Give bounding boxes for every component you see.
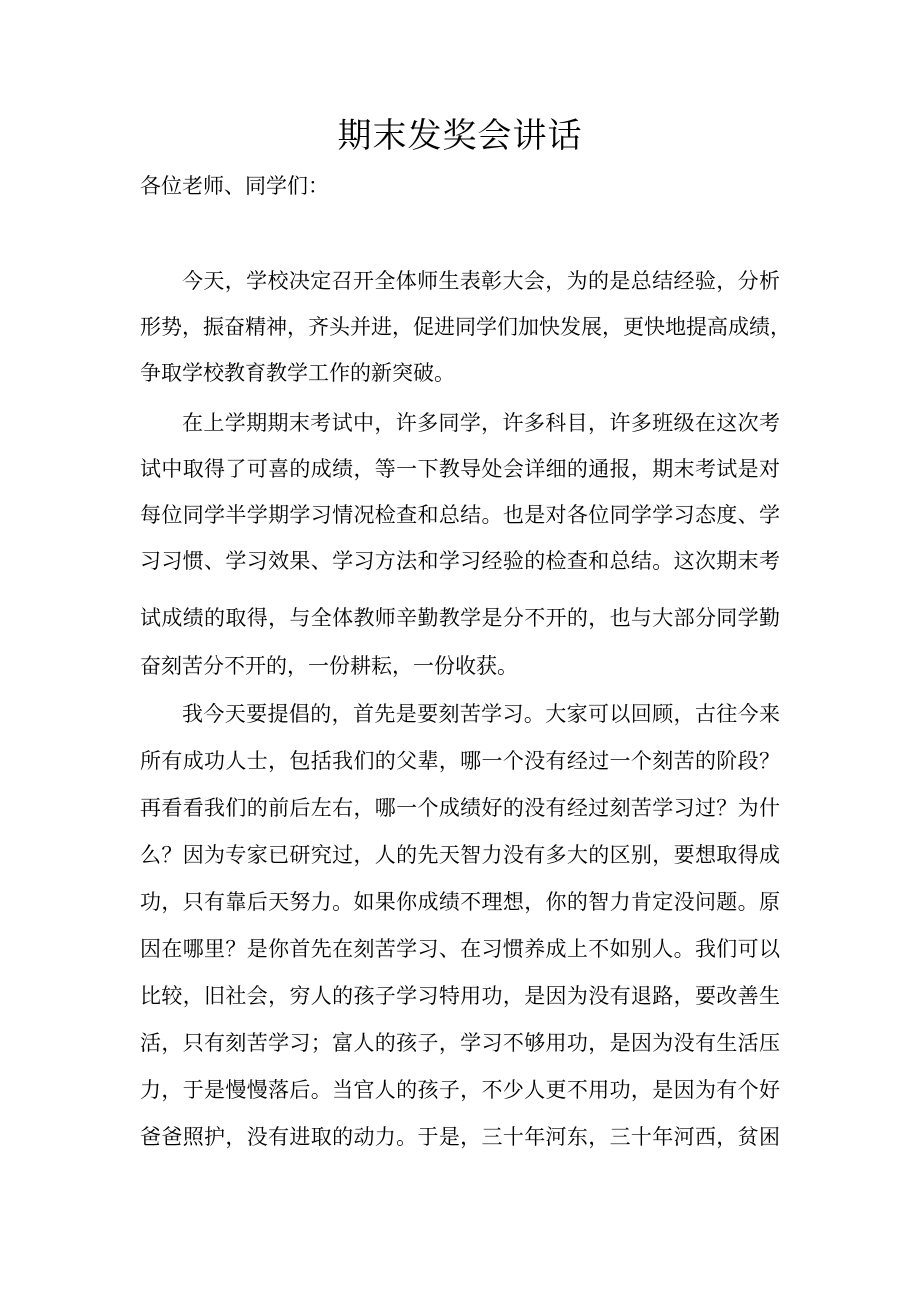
body-line: 爸爸照护，没有进取的动力。于是，三十年河东，三十年河西，贫困 [140, 1125, 780, 1149]
body-line: 每位同学半学期学习情况检查和总结。也是对各位同学学习态度、学 [140, 503, 780, 527]
body-line: 形势，振奋精神，齐头并进，促进同学们加快发展，更快地提高成绩， [140, 315, 791, 339]
document-title: 期末发奖会讲话 [337, 116, 583, 156]
body-line: 试中取得了可喜的成绩，等一下教导处会详细的通报，期末考试是对 [140, 457, 780, 481]
body-line: 么？因为专家已研究过，人的先天智力没有多大的区别，要想取得成 [140, 843, 780, 867]
body-line: 争取学校教育教学工作的新突破。 [140, 361, 455, 385]
body-line: 习习惯、学习效果、学习方法和学习经验的检查和总结。这次期末考 [140, 549, 780, 573]
body-line: 奋刻苦分不开的，一份耕耘，一份收获。 [140, 654, 518, 678]
body-line: 在上学期期末考试中，许多同学，许多科目，许多班级在这次考 [182, 411, 780, 435]
body-line: 今天，学校决定召开全体师生表彰大会，为的是总结经验，分析 [182, 269, 780, 293]
body-line: 我今天要提倡的，首先是要刻苦学习。大家可以回顾，古往今来 [182, 702, 780, 726]
body-line: 比较，旧社会，穷人的孩子学习特用功，是因为没有退路，要改善生 [140, 984, 780, 1008]
body-line: 功，只有靠后天努力。如果你成绩不理想，你的智力肯定没问题。原 [140, 890, 780, 914]
body-line: 活，只有刻苦学习；富人的孩子，学习不够用功，是因为没有生活压 [140, 1031, 780, 1055]
body-line: 再看看我们的前后左右，哪一个成绩好的没有经过刻苦学习过？为什 [140, 796, 780, 820]
greeting: 各位老师、同学们： [140, 174, 329, 198]
body-line: 力，于是慢慢落后。当官人的孩子，不少人更不用功，是因为有个好 [140, 1078, 780, 1102]
body-line: 试成绩的取得，与全体教师辛勤教学是分不开的，也与大部分同学勤 [140, 606, 780, 630]
body-line: 所有成功人士，包括我们的父辈，哪一个没有经过一个刻苦的阶段？ [140, 749, 780, 773]
body-line: 因在哪里？是你首先在刻苦学习、在习惯养成上不如别人。我们可以 [140, 937, 780, 961]
